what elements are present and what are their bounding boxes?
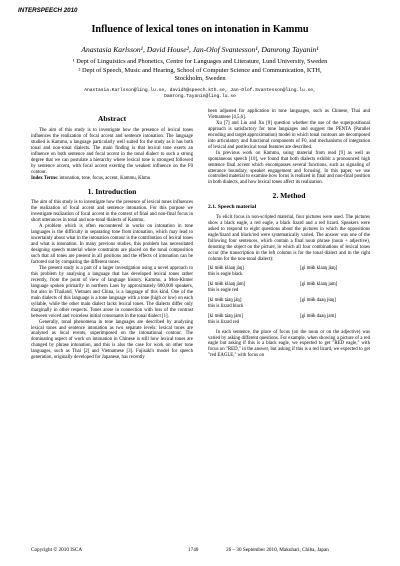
body-paragraph: been adjusted for application in tone languages, such as Chinese, Thai and Vietnamese [4,5,6]. — [208, 109, 370, 120]
affiliation-line: Stockholm, Sweden — [174, 75, 226, 83]
example-sentence — [208, 266, 370, 278]
tonal-transcription: [kì mɨɨh táaŋ jàm] — [208, 313, 243, 319]
body-paragraph: Xu [7] and Liu and Xu [8] question whether the use of the superpositional approach is satisfactory for tone languages and suggest the PENTA (Parallel encoding and target approximation) model in which tonal contours are decomposed into articulatory and functional components of F0, and mechanisms of integration of lexical and postlexical tonal features are described. — [208, 120, 370, 150]
tonal-transcription: [kì mɨɨh táaŋ jàŋ] — [208, 297, 242, 303]
conference-header: INTERSPEECH 2010 — [18, 7, 78, 14]
paper-title: Influence of lexical tones on intonation in Kammu — [91, 24, 309, 35]
affiliations — [20, 58, 380, 84]
body-paragraph: In each sentence, the place of focus (on the noun or on the adjective) was varied by asking different questions. For example, when showing a picture of a red eagle but asking if this is a black eagle, we expected to get "RED eagle," with focus on "RED," in the answer, but asking if this is a red lizard, we expected to get "red EAGLE," with focus on — [208, 329, 370, 359]
email-line: Anastasia.Karlsson@ling.lu.se, davidh@speech.kth.se, Jan-Olof.Svantesson@ling.lu.se, — [84, 88, 316, 93]
right-column — [208, 109, 370, 359]
author-list: Anastasia Karlsson¹, David House², Jan-Olof Svantesson¹, Damrong Tayanin¹ — [81, 45, 319, 54]
speech-material-heading: 2.1. Speech material — [208, 204, 257, 211]
footer-copyright: Copyright © 2010 ISCA — [31, 547, 83, 553]
affiliation-line: ¹ Dept of Linguistics and Phonetics, Centre for Languages and Literature, Lund University, Sweden — [72, 58, 328, 65]
example-sentence — [208, 314, 370, 326]
intro-paragraph: The aim of this study is to investigate how the presence of lexical tones influences the realization of focal accent and sentence intonation. For this purpose we investigate realization of focal accent in the context of final and non-final focus in short utterances in tonal and non-tonal dialects of Kammu. — [31, 200, 193, 224]
example-sentence — [208, 282, 370, 294]
body-paragraph: To elicit focus in non-scripted material, four pictures were used. The pictures show a black eagle, a red eagle, a black lizard and a red lizard. Speakers were asked to respond to eight questions about the pictures in which the oppositions eagle/lizard and black/red were systematically varied. The answer was one of the following four sentences, which contain a final noun phrase (noun + adjective), denoting the object on the picture, in which all four combinations of lexical tones occur (the transcription in the left column is for the tonal dialect and in the right column for the non-tonal dialect): — [208, 215, 370, 262]
tonal-transcription: [kì mɨɨh klàaŋ jàŋ] — [208, 265, 244, 271]
email-line: Damrong.Tayanin@ling.lu.se — [164, 94, 236, 99]
example-gloss: this is lizard black — [208, 303, 244, 309]
nontonal-transcription: [gi mɨɨh klaaŋ jam] — [300, 281, 338, 287]
left-column — [31, 109, 193, 361]
abstract-heading: Abstract — [97, 114, 127, 123]
footer-page-number: 1740 — [188, 547, 199, 553]
index-terms-label: Index Terms — [31, 175, 57, 181]
introduction-heading: 1. Introduction — [87, 186, 137, 196]
method-heading: 2. Method — [272, 191, 306, 201]
affiliation-line: ² Dept of Speech, Music and Hearing, School of Computer Science and Communication, KTH, — [78, 66, 322, 74]
index-terms — [31, 176, 193, 182]
tonal-transcription: [kì mɨɨh klàaŋ jàm] — [208, 281, 246, 287]
body-paragraph: In previous work on Kammu, using material from read [9] as well as spontaneous speech [10], we found that both dialects exhibit a pronounced high sentence final accent which encompasses several functions, such as signaling of utterance boundary, speaker engagement and focusing. In this paper, we use controlled material to examine how focus is realized in final and non-final position in both dialects, and how lexical tones affect its realization. — [208, 150, 370, 186]
example-gloss: this is eagle black — [208, 271, 243, 277]
abstract-text: The aim of this study is to investigate how the presence of lexical tones influences the realization of focal accent and sentence intonation. The language studied is Kammu, a language particularly well suited for the study as it has both tonal and non-tonal dialects. The main finding is that lexical tone exerts an influence on both sentence and focal accent in the tonal dialect to such a strong degree that we can postulate a hierarchy where lexical tone is strongest followed by sentence accent, with focal accent exerting the weakest influence on the F0 contour. — [31, 127, 193, 175]
author-emails — [20, 88, 380, 100]
example-gloss: this is lizard red — [208, 319, 240, 325]
example-gloss: this is eagle red — [208, 287, 239, 293]
intro-paragraph: The present study is a part of a larger investigation using a novel approach to this problem by analysing a language that has developed lexical tones rather recently, from the point of view of language history. Kammu, a Mon-Khmer language spoken primarily in northern Laos by approximately 600,000 speakers, but also in Thailand, Vietnam and China, is a language of this kind. One of the main dialects of this language is a tone language with a tone (high or low) on each syllable, while the other main dialect lacks lexical tones. The dialects differ only marginally in other respects. Tones arose in connection with loss of the contrast between voiced and voiceless initial consonants in the tonal dialect [1]. — [31, 265, 193, 319]
footer-conference: 26 – 30 September 2010, Makuhari, Chiba, Japan — [226, 547, 329, 553]
nontonal-transcription: [gi mɨɨh klaaŋ jɨaŋ] — [300, 265, 338, 271]
index-terms-text: : intonation, tone, focus, accent, Kammu, Khmu — [56, 175, 151, 181]
intro-paragraph: Generally, tonal phenomena in tone languages are described by analyzing lexical tones and sentence intonation as two separate levels: lexical tones are analysed as local events, superimposed on the intonational contour. The dominating aspect of work on intonation in Chinese is still how lexical tones are changed by phrase intonation, and this is also the case for work on other tone languages, such as Thai [2] and Vietnamese [3]. Fujisaki's model for speech generation, originally developed for Japanese, has recently — [31, 319, 193, 361]
intro-paragraph: A problem which is often encountered in works on intonation in tone languages is the difficulty in separating tone from intonation, which may lead to uncertainty about what in the intonation contour is the contribution of lexical tones and what is intonation. In many previous studies, this problem has necessitated designing speech material where constraints are placed on the tonal composition such that all tones are present in all positions and the effects of intonation can be factored out by comparing the different tones. — [31, 224, 193, 266]
nontonal-transcription: [gi mɨɨh daaŋ jɨaŋ] — [300, 297, 336, 303]
example-sentence — [208, 298, 370, 310]
nontonal-transcription: [gi mɨɨh daaŋ jam] — [300, 313, 336, 319]
